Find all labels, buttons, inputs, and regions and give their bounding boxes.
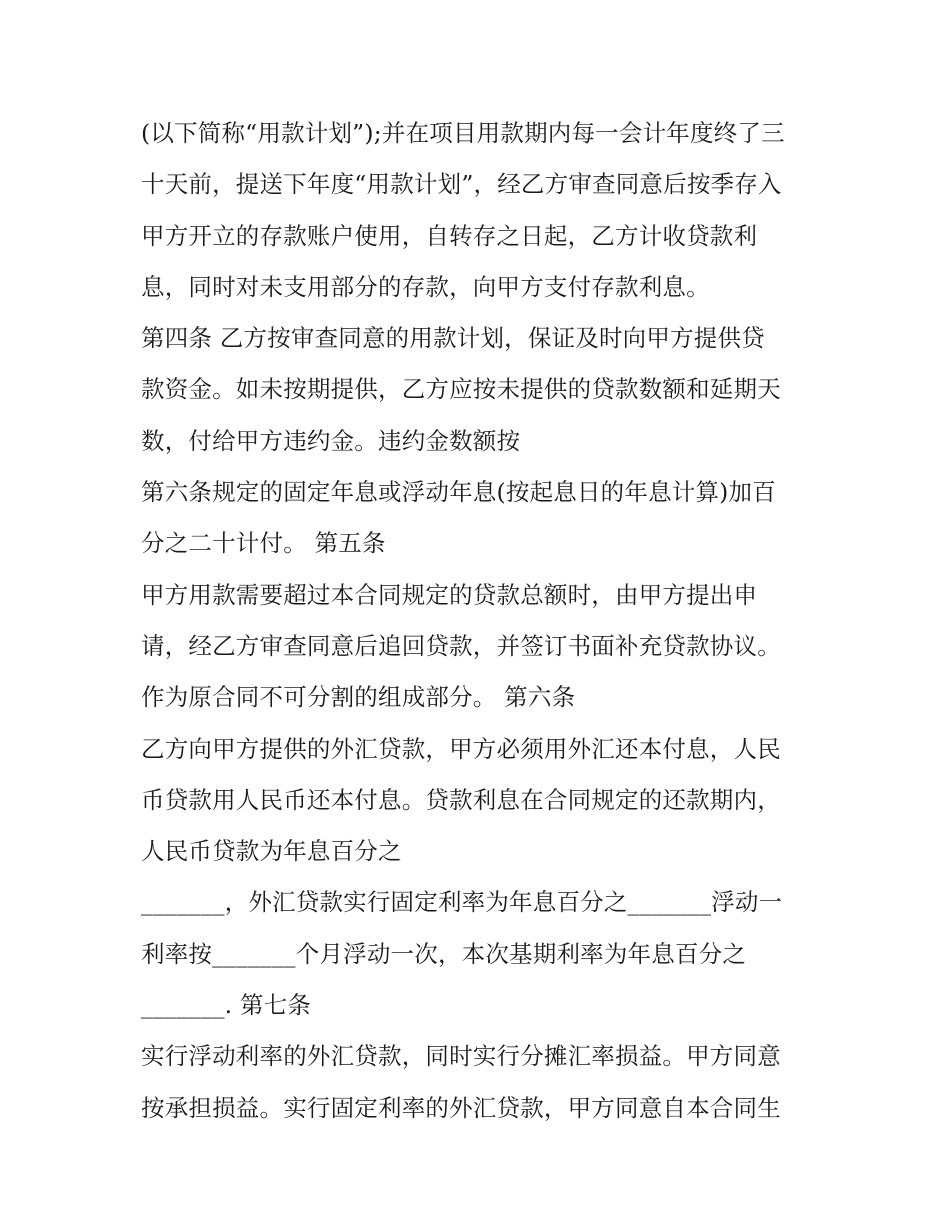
text-line: _______，外汇贷款实行固定利率为年息百分之_______浮动一 xyxy=(141,888,783,917)
text-line: 币贷款用人民币还本付息。贷款利息在合同规定的还款期内， xyxy=(141,785,781,814)
text-line: 按承担损益。实行固定利率的外汇贷款，甲方同意自本合同生 xyxy=(141,1093,781,1122)
text-line: 息，同时对未支用部分的存款，向甲方支付存款利息。 xyxy=(141,272,710,301)
text-line: 乙方向甲方提供的外汇贷款，甲方必须用外汇还本付息，人民 xyxy=(141,734,781,763)
text-line: 请，经乙方审查同意后追回贷款，并签订书面补充贷款协议。 xyxy=(141,631,781,660)
text-line: 款资金。如未按期提供，乙方应按未提供的贷款数额和延期天 xyxy=(141,375,781,404)
text-line: 人民币贷款为年息百分之 xyxy=(141,837,402,866)
document-body xyxy=(141,108,831,1134)
text-line: 分之二十计付。 第五条 xyxy=(141,529,386,558)
text-line: 利率按_______个月浮动一次，本次基期利率为年息百分之 xyxy=(141,939,747,968)
text-line: 作为原合同不可分割的组成部分。 第六条 xyxy=(141,683,576,712)
text-line: 数，付给甲方违约金。违约金数额按 xyxy=(141,426,521,455)
text-line: 十天前，提送下年度“用款计划”，经乙方审查同意后按季存入 xyxy=(141,170,782,199)
text-line: 甲方开立的存款账户使用，自转存之日起，乙方计收贷款利 xyxy=(141,221,758,250)
text-line: 实行浮动利率的外汇贷款，同时实行分摊汇率损益。甲方同意 xyxy=(141,1042,781,1071)
text-line: 第四条 乙方按审查同意的用款计划，保证及时向甲方提供贷 xyxy=(141,324,765,353)
text-line: 第六条规定的固定年息或浮动年息(按起息日的年息计算)加百 xyxy=(141,478,776,507)
text-line: (以下简称“用款计划”);并在项目用款期内每一会计年度终了三 xyxy=(141,119,785,147)
text-line: 甲方用款需要超过本合同规定的贷款总额时，由甲方提出申 xyxy=(141,580,758,609)
text-line: _______. 第七条 xyxy=(141,991,312,1020)
